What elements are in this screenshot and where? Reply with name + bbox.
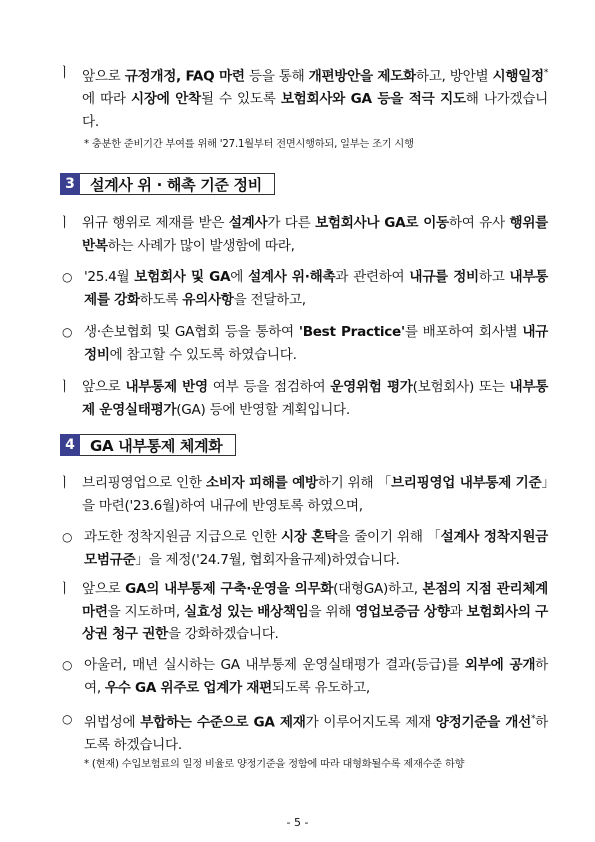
paragraph-text: 브리핑영업으로 인한 소비자 피해를 예방하기 위해 「브리핑영업 내부통제 기준」을 마련('23.6월)하여 내규에 반영토록 하였으며, [82,475,548,514]
subitem-text: '25.4월 보험회사 및 GA에 설계사 위·해촉과 관련하여 내규를 정비하고 내부통제를 강화하도록 유의사항을 전달하고, [84,269,549,308]
subitem-text: 위법성에 부합하는 수준으로 GA 제재가 이루어지도록 제재 양정기준을 개선*하도록 하겠습니다. [84,714,548,754]
subitem-guidance [62,266,548,311]
section-header-3 [60,173,275,195]
paragraph-briefing-sales [58,472,548,517]
circle-marker: ○ [62,325,73,339]
paragraph-text: 앞으로 GA의 내부통제 구축·운영을 의무화(대형GA)하고, 본점의 지점 관리체계 마련을 지도하며, 실효성 있는 배상책임을 위해 영업보증금 상향과 보험회사의 구상권 청구 권한을 강화하겠습니다. [82,581,548,642]
paragraph-text: 위규 행위로 제재를 받은 설계사가 다른 보험회사나 GA로 이동하여 유사 행위를 반복하는 사례가 많이 발생함에 따라, [82,215,548,254]
section-header-4 [60,434,236,456]
bullet-marker: ㅣ [58,215,71,231]
subitem-disclosure [62,654,548,699]
bullet-marker: ㅣ [58,581,71,597]
circle-marker: ○ [62,270,73,284]
section-title: 설계사 위 · 해촉 기준 정비 [80,173,275,195]
subitem-text: 생·손보협회 및 GA협회 등을 통하여 'Best Practice'를 배포하여 회사별 내규 정비에 참고할 수 있도록 하였습니다. [84,324,549,363]
bullet-marker: ㅣ [58,379,71,395]
section-title: GA 내부통제 체계화 [80,434,236,456]
subitem-best-practice [62,321,548,366]
circle-marker: ○ [62,712,73,726]
page-number: - 5 - [286,816,309,829]
subitem-sanction [62,708,548,757]
circle-marker: ○ [62,530,73,544]
footnote-sanction-criteria: * (현재) 수입보험료의 일정 비율로 양정기준을 정함에 따라 대형화될수록 제재수준 하향 [84,759,465,770]
section-number: 3 [60,173,80,195]
paragraph-text: 앞으로 규정개정, FAQ 마련 등을 통해 개편방안을 제도화하고, 방안별 시행일정*에 따라 시장에 안착될 수 있도록 보험회사와 GA 등을 적극 지도해 나가겠습니다. [82,68,549,130]
subitem-text: 아울러, 매년 실시하는 GA 내부통제 운영실태평가 결과(등급)를 외부에 공개하여, 우수 GA 위주로 업계가 재편되도록 유도하고, [84,657,548,696]
paragraph-inspection [58,376,548,421]
circle-marker: ○ [62,658,73,672]
bullet-marker: ㅣ [58,475,71,491]
subitem-settlement-subsidy [62,526,548,571]
paragraph-rule-revision [58,62,548,133]
subitem-text: 과도한 정착지원금 지급으로 인한 시장 혼탁을 줄이기 위해 「설계사 정착지원금 모범규준」을 제정('24.7월, 협회자율규제)하였습니다. [84,529,548,568]
bullet-marker: ㅣ [58,65,71,81]
paragraph-ga-internal-control [58,578,548,646]
paragraph-agent-transfer [58,212,548,257]
section-number: 4 [60,434,80,456]
footnote-schedule: * 충분한 준비기간 부여를 위해 '27.1월부터 전면시행하되, 일부는 조기 시행 [84,139,414,150]
paragraph-text: 앞으로 내부통제 반영 여부 등을 점검하여 운영위험 평가(보험회사) 또는 내부통제 운영실태평가(GA) 등에 반영할 계획입니다. [82,379,549,418]
